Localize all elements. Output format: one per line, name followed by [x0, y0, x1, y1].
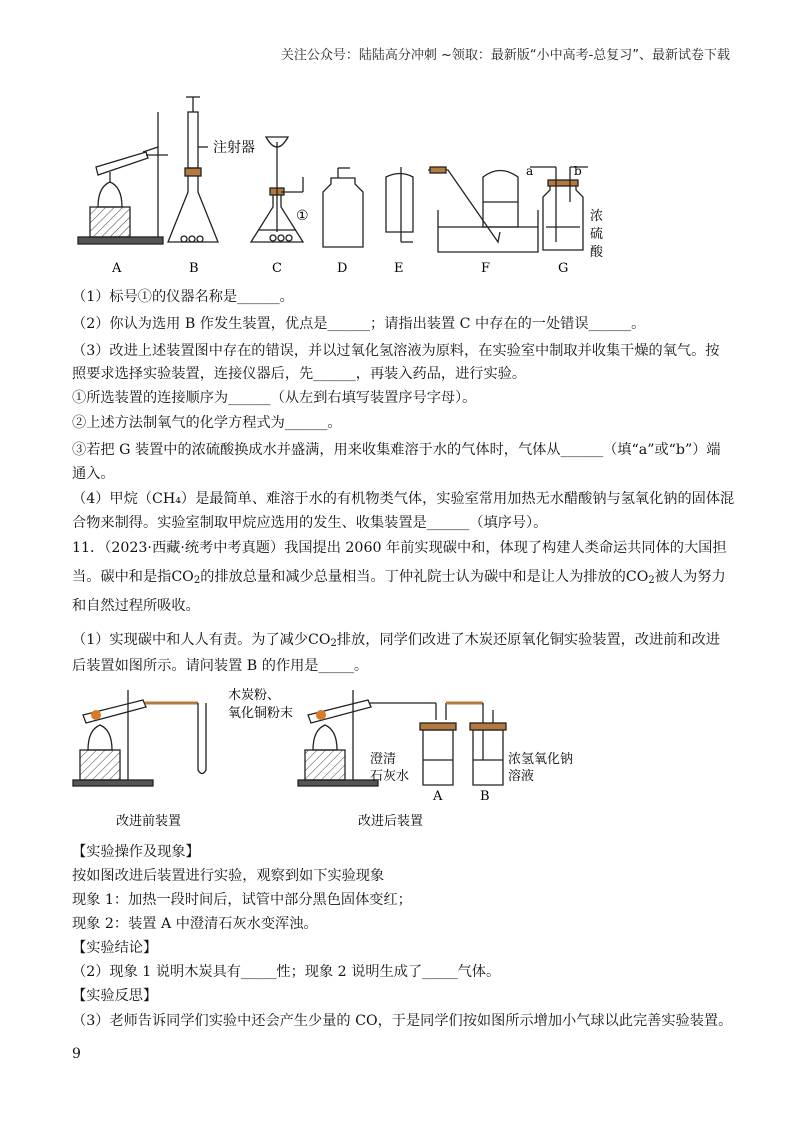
q11-p1: [72, 630, 720, 654]
powder-label-2: 氧化铜粉末: [228, 706, 294, 721]
q11-l2-post: 被人为努力: [654, 569, 726, 585]
q11-line1: 11．（2023·西藏·统考中考真题）我国提出 2060 年前实现碳中和，体现了构建人类命运共同体的大国担: [72, 540, 727, 556]
q10-p3a: （3）改进上述装置图中存在的错误，并以过氧化氢溶液为原料，在实验室中制取并收集干燥的氧气。按: [72, 343, 720, 359]
caption-before: 改进前装置: [116, 814, 182, 829]
q10-s1: ①所选装置的连接顺序为______（从左到右填写装置序号字母）。: [72, 390, 477, 406]
phenomenon-1: 现象 1：加热一段时间后，试管中部分黑色固体变红；: [72, 892, 412, 908]
marker-1: ①: [296, 208, 309, 224]
acid-label-2: 酸: [590, 245, 604, 260]
q11-q2: （2）现象 1 说明木炭具有_____性；现象 2 说明生成了_____气体。: [72, 964, 501, 980]
q10-p3b: 照要求选择实验装置，连接仪器后，先______，再装入药品，进行实验。: [72, 366, 527, 382]
naoh-label-1: 浓氢氧化钠: [508, 752, 574, 767]
apparatus-figure-1: [68, 92, 608, 277]
label-c: C: [272, 261, 282, 276]
q11-p1-post: 排放，同学们改进了木炭还原氧化铜实验装置，改进前和改进: [336, 632, 720, 648]
label-b: B: [189, 261, 199, 276]
reflection-title: 【实验反思】: [72, 988, 158, 1004]
page-number: 9: [72, 1046, 81, 1062]
co2-formula-3: $CO_2$: [308, 632, 337, 649]
q11-line3: 和自然过程所吸收。: [72, 598, 200, 614]
q11-line2: [72, 567, 726, 591]
q10-p4b: 合物来制得。实验室制取甲烷应选用的发生、收集装置是______（填序号）。: [72, 515, 548, 531]
powder-label-1: 木炭粉、: [228, 688, 281, 703]
q11-l2-pre: 当。碳中和是指: [72, 569, 172, 585]
acid-label-0: 浓: [590, 209, 604, 224]
fig2-label-b: B: [480, 789, 490, 804]
q10-s3a: ③若把 G 装置中的浓硫酸换成水并盛满，用来收集难溶于水的气体时，气体从______（填“a”或“b”）端: [72, 442, 721, 458]
q10-p4a: （4）甲烷（CH₄）是最简单、难溶于水的有机物类气体，实验室常用加热无水醋酸钠与氢氧化钠的固体混: [72, 491, 735, 507]
q11-p1b: 后装置如图所示。请问装置 B 的作用是_____。: [72, 658, 369, 674]
q10-p2: （2）你认为选用 B 作发生装置，优点是______；请指出装置 C 中存在的一处错误______。: [72, 316, 646, 332]
page-header: 关注公众号：陆陆高分冲刺 ~领取：最新版“小中高考-总复习”、最新试卷下载: [280, 48, 730, 63]
naoh-label-2: 溶液: [508, 769, 535, 784]
conclusion-title: 【实验结论】: [72, 940, 158, 956]
label-f: F: [481, 261, 491, 276]
co2-formula-2: $CO_2$: [625, 569, 655, 586]
limewater-label-1: 澄清: [370, 752, 397, 767]
label-a: A: [112, 261, 122, 276]
limewater-label-2: 石灰水: [370, 769, 410, 784]
port-b: b: [574, 164, 582, 178]
q11-l2-mid: 的排放总量和减少总量相当。丁仲礼院士认为碳中和是让人为排放的: [200, 569, 626, 585]
label-e: E: [394, 261, 404, 276]
op-title: 【实验操作及现象】: [72, 844, 200, 860]
q10-p1: （1）标号①的仪器名称是______。: [72, 289, 294, 305]
q11-p1-pre: （1）实现碳中和人人有责。为了减少: [72, 632, 309, 648]
acid-label-1: 硫: [590, 227, 604, 242]
apparatus-figure-2: [68, 685, 628, 830]
fig2-label-a: A: [433, 789, 443, 804]
label-d: D: [337, 261, 348, 276]
q10-s2: ②上述方法制氧气的化学方程式为______。: [72, 415, 342, 431]
co2-formula-1: $CO_2$: [171, 569, 201, 586]
q11-q3: （3）老师告诉同学们实验中还会产生少量的 CO，于是同学们按如图所示增加小气球以此完善实验装置。: [72, 1013, 733, 1029]
label-g: G: [558, 261, 569, 276]
op-line: 按如图改进后装置进行实验，观察到如下实验现象: [72, 868, 385, 884]
q10-s3b: 通入。: [72, 466, 115, 482]
phenomenon-2: 现象 2：装置 A 中澄清石灰水变浑浊。: [72, 916, 318, 932]
syringe-label: 注射器: [213, 140, 255, 156]
caption-after: 改进后装置: [358, 814, 424, 829]
port-a: a: [526, 164, 534, 178]
